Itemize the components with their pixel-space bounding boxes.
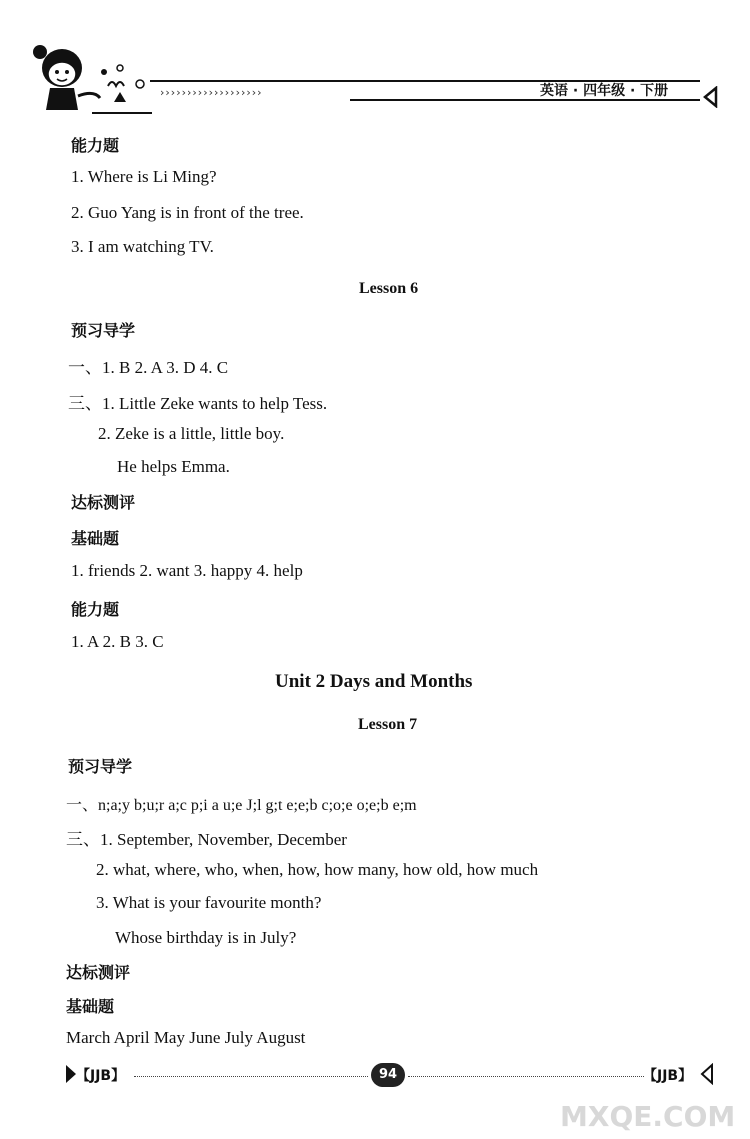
section-heading: 达标测评	[66, 963, 131, 982]
page-number: 94	[371, 1063, 405, 1087]
watermark: MXQE.COM	[560, 1100, 736, 1133]
book-title: 英语 · 四年级 · 下册	[540, 83, 669, 99]
footer-dotted-line-right	[408, 1076, 644, 1077]
answer-line: Whose birthday is in July?	[115, 928, 297, 947]
lesson-title: Lesson 7	[358, 716, 418, 733]
answer-line: He helps Emma.	[117, 457, 230, 476]
subsection-heading: 能力题	[71, 600, 120, 619]
cartoon-girl-logo	[22, 38, 162, 118]
answer-line: 2. Zeke is a little, little boy.	[98, 424, 285, 443]
header-arrow-strip: ›››››››››››››››››››	[160, 86, 263, 99]
unit-title: Unit 2 Days and Months	[275, 671, 473, 692]
subsection-heading: 基础题	[66, 997, 115, 1016]
footer-series-label-right: 【JJB】	[643, 1068, 693, 1084]
section-heading: 达标测评	[71, 493, 136, 512]
section-heading: 预习导学	[68, 757, 133, 776]
answer-line: 2. what, where, who, when, how, how many, how old, how much	[96, 860, 539, 879]
answer-line: 三、1. September, November, December	[66, 830, 347, 849]
footer-series-label-left: 【JJB】	[76, 1068, 126, 1084]
answer-line: 3. What is your favourite month?	[96, 893, 322, 912]
answer-line: March April May June July August	[66, 1028, 306, 1047]
triangle-left-icon	[702, 86, 718, 108]
footer-dotted-line-left	[134, 1076, 368, 1077]
answer-line: 1. Where is Li Ming?	[71, 167, 217, 186]
answer-line: 2. Guo Yang is in front of the tree.	[71, 203, 304, 222]
section-heading: 能力题	[71, 136, 120, 155]
answer-line: 1. A 2. B 3. C	[71, 632, 164, 651]
answer-line: 一、1. B 2. A 3. D 4. C	[68, 358, 229, 377]
answer-line: 3. I am watching TV.	[71, 237, 214, 256]
answer-line: 一、n;a;y b;u;r a;c p;i a u;e J;l g;t e;e;b c;o;e o;e;b e;m	[66, 797, 417, 814]
triangle-left-outline-icon	[700, 1063, 714, 1085]
answer-line: 三、1. Little Zeke wants to help Tess.	[68, 394, 328, 413]
section-heading: 预习导学	[71, 321, 136, 340]
subsection-heading: 基础题	[71, 529, 120, 548]
lesson-title: Lesson 6	[359, 280, 419, 297]
answer-line: 1. friends 2. want 3. happy 4. help	[71, 561, 303, 580]
